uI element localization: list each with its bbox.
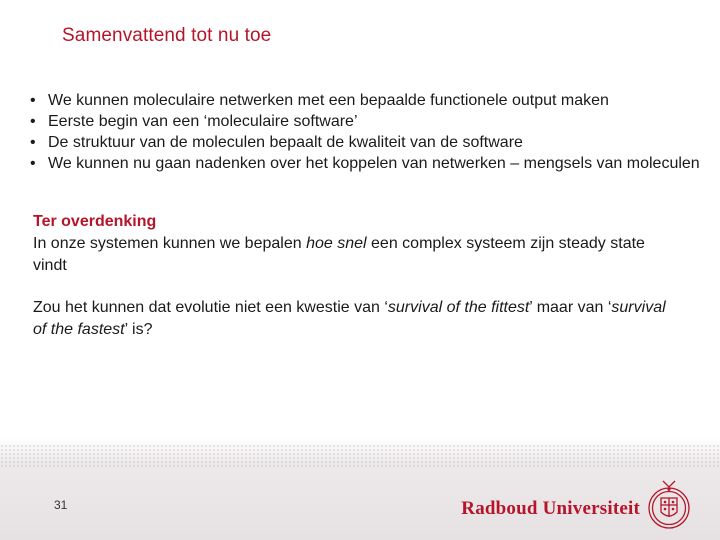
reflection-text-start: In onze systemen kunnen we bepalen xyxy=(33,235,307,252)
reflection-heading: Ter overdenking xyxy=(33,213,157,230)
university-seal-icon xyxy=(647,478,691,534)
bullet-item: • We kunnen moleculaire netwerken met een bepaalde functionele output maken xyxy=(30,90,700,111)
reflection-text-end: een complex systeem zijn steady state vindt xyxy=(33,235,645,274)
question-emphasis: survival of the fastest xyxy=(33,299,666,338)
page-number: 31 xyxy=(54,498,68,512)
bullet-item: • De struktuur van de moleculen bepaalt de kwaliteit van de software xyxy=(30,132,700,153)
question-part: ’ maar van ‘ xyxy=(529,299,612,316)
question-part: Zou het kunnen dat evolutie niet een kwestie van ‘ xyxy=(33,299,388,316)
slide-title: Samenvattend tot nu toe xyxy=(62,25,272,46)
brand-name: Radboud Universiteit xyxy=(461,498,640,519)
question-text xyxy=(33,297,683,341)
question-part: ’ is? xyxy=(124,321,153,338)
reflection-block xyxy=(33,211,683,277)
reflection-emphasis: hoe snel xyxy=(306,235,367,252)
question-emphasis: survival of the fittest xyxy=(387,299,530,316)
bullet-list xyxy=(30,90,700,174)
footer-texture xyxy=(0,444,720,468)
footer-band xyxy=(0,438,720,540)
reflection-text xyxy=(33,233,683,277)
bullet-item: • Eerste begin van een ‘moleculaire software’ xyxy=(30,111,700,132)
bullet-item: • We kunnen nu gaan nadenken over het koppelen van netwerken – mengsels van moleculen xyxy=(30,153,700,174)
